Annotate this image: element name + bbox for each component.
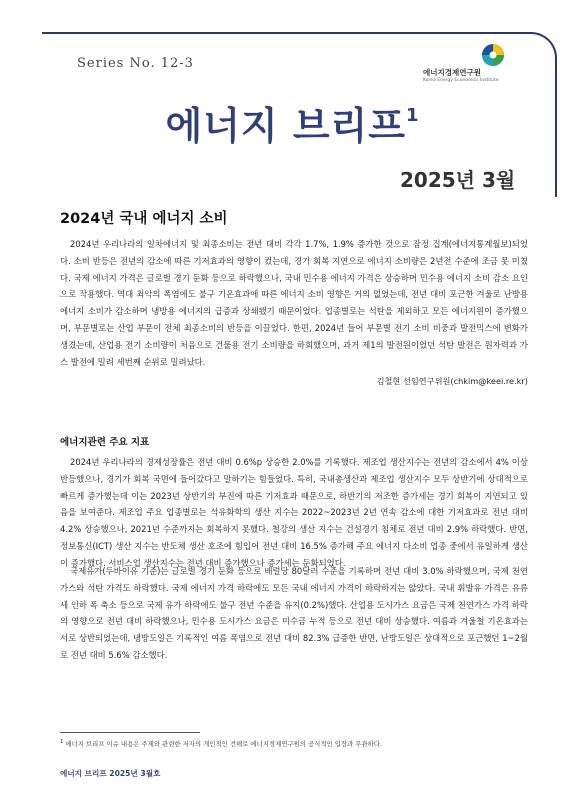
summary-paragraph: 2024년 우리나라의 일차에너지 및 최종소비는 전년 대비 각각 1.7%, 1.9% 증가한 것으로 잠정 집계(에너지통계월보)되었다. 소비 반등은 전년의 감소에 따른 기저효과의 영향이 컸는데, 경기 회복 지연으로 에너지 소비량은 2년전 수준에 조금 못 미쳤다. 국제 에너지 가격은 글로벌 경기 둔화 등으로 하락했으나, 국내 민수용 에너지 가격은 상승하며 민수용 에너지 소비 감소 요인으로 작용했다. 역대 최악의 폭염에도 불구 기온효과에 따른 에너지 소비 영향은 거의 없었는데, 전년 대비 포근한 겨울로 난방용 에너지 소비가 감소하며 냉방용 에너지의 급증과 상쇄됐기 때문이었다. 업종별로는 석탄을 제외하고 모든 에너지원이 증가했으며, 부문별로는 산업 부문이 전체 최종소비의 반등을 이끌었다. 한편, 2024년 들어 부문별 전기 소비 비중과 발전믹스에 변화가 생겼는데, 산업용 전기 소비량이 처음으로 건물용 전기 소비량을 하회했으며, 과거 제1의 발전원이었던 석탄 발전은 원자력과 가스 발전에 밀려 세번째 순위로 밀려났다. [60,239,528,367]
indicators-paragraph-1: 2024년 우리나라의 경제성장률은 전년 대비 0.6%p 상승한 2.0%를 기록했다. 제조업 생산지수는 전년의 감소에서 4% 이상 반등했으나, 경기가 회복 국면에 들어갔다고 말하기는 힘들었다. 특히, 국내총생산과 제조업 생산지수 모두 상반기에 상대적으로 빠르게 증가했는데 이는 2023년 상반기의 부진에 따른 기저효과 때문으로, 하반기의 저조한 증가세는 경기 회복이 지연되고 있음을 보여준다. 제조업 주요 업종별로는 석유화학의 생산 지수는 2022~2023년 2년 연속 감소에 대한 기저효과로 전년 대비 4.2% 상승했으나, 2021년 수준까지는 회복하지 못했다. 철강의 생산 지수는 건설경기 침체로 전년 대비 2.9% 하락했다. 반면, 정보통신(ICT) 생산 지수는 반도체 생산 호조에 힘입어 전년 대비 16.5% 증가해 주요 에너지 다소비 업종 중에서 유일하게 생산이 증가했다. 서비스업 생산지수는 전년 대비 증가했으나 증가세는 둔화되었다. [60,457,528,568]
title-footnote-mark[interactable]: 1 [405,105,420,126]
footnote-divider [60,732,200,733]
series-number: Series No. 12-3 [77,56,194,71]
footnote [60,739,382,748]
author-line: 김철현 선임연구위원(chkim@keei.re.kr) [376,376,528,386]
summary-heading: 2024년 국내 에너지 소비 [60,211,228,227]
org-name: 에너지경제연구원 [423,68,481,77]
keei-logo-icon [481,43,505,67]
title-text: 에너지 브리프 [165,104,406,148]
footnote-mark: 1 [60,739,64,745]
page-footer: 에너지 브리프 2025년 3월호 [60,769,161,778]
document-title [0,95,585,150]
footnote-text: 에너지 브리프 이슈 내용은 주제와 관련한 저자의 개인적인 견해로 에너지경제연구원의 공식적인 입장과 무관하다. [65,740,382,749]
indicators-heading: 에너지관련 주요 지표 [60,437,150,448]
issue-date: 2025년 3월 [400,168,516,192]
indicators-paragraph-2: 국제유가(두바이유 기준)는 글로벌 경기 둔화 등으로 배럴당 80달러 수준을 기록하며 전년 대비 3.0% 하락했으며, 국제 천연가스와 석탄 가격도 하락했다. 국제 에너지 가격 하락에도 모든 국내 에너지 가격이 하락하지는 않았다. 국내 휘발유 가격은 유류세 인하 폭 축소 등으로 국제 유가 하락에도 불구 전년 수준을 유지(0.2%)했다. 산업용 도시가스 요금은 국제 천연가스 가격 하락의 영향으로 전년 대비 하락했으나, 민수용 도시가스 요금은 미수금 누적 등으로 전년 대비 상승했다. 여름과 겨울철 기온효과는 서로 상반되었는데, 냉방도일은 기록적인 여름 폭염으로 전년 대비 82.3% 급증한 반면, 난방도일은 상대적으로 포근했던 1~2월로 전년 대비 5.6% 감소했다. [60,566,528,660]
org-name-english: Korea Energy Economics Institute [423,78,499,83]
org-logo [423,43,513,93]
